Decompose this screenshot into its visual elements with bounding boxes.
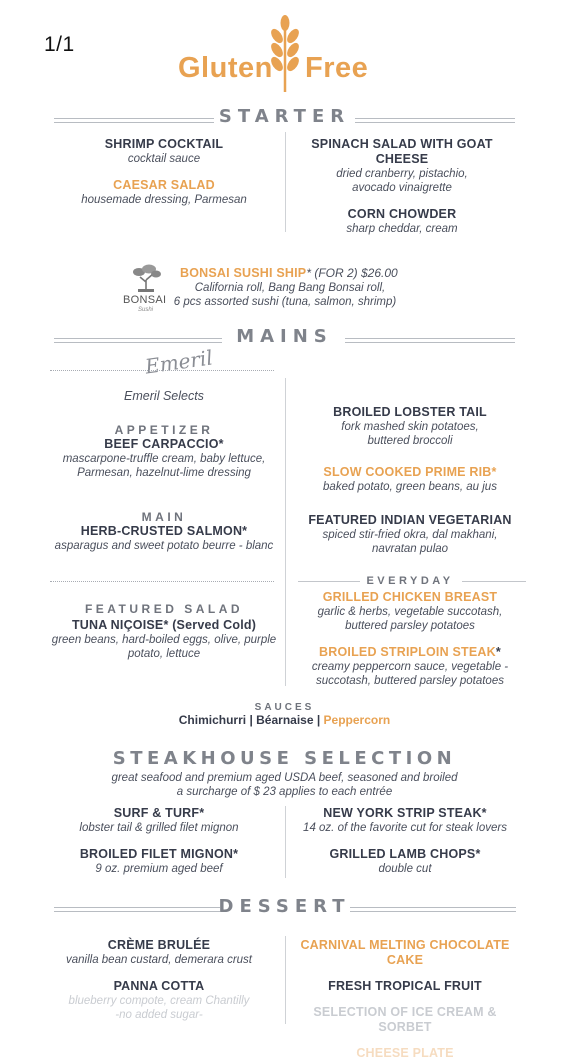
menu-item-name: BROILED LOBSTER TAIL bbox=[333, 405, 487, 419]
menu-item-desc: creamy peppercorn sauce, vegetable - bbox=[311, 661, 509, 673]
menu-item-desc: navratan pulao bbox=[371, 543, 449, 555]
menu-item-name: SURF & TURF* bbox=[113, 806, 205, 820]
emeril-signature: Emeril bbox=[143, 345, 215, 379]
menu-item-star: * bbox=[495, 645, 501, 659]
menu-item-desc: spiced stir-fried okra, dal makhani, bbox=[322, 529, 498, 541]
menu-item-name: TUNA NIÇOISE* (Served Cold) bbox=[71, 618, 257, 632]
everyday-rule-left bbox=[298, 581, 360, 582]
section-rule-right bbox=[355, 118, 515, 123]
subhead-featured-salad: FEATURED SALAD bbox=[84, 602, 244, 616]
menu-item-desc: 9 oz. premium aged beef bbox=[95, 863, 223, 875]
menu-item-desc: sharp cheddar, cream bbox=[346, 223, 458, 235]
sauces-list bbox=[0, 713, 569, 727]
steakhouse-right-column bbox=[285, 806, 525, 876]
logo-word-free: Free bbox=[305, 52, 369, 84]
menu-item-name: HERB-CRUSTED SALMON* bbox=[80, 524, 248, 538]
menu-item-desc: housemade dressing, Parmesan bbox=[81, 194, 247, 206]
menu-item-desc: blueberry compote, cream Chantilly bbox=[68, 995, 250, 1007]
menu-item-name: BONSAI SUSHI SHIP bbox=[180, 266, 307, 280]
sauces-heading: SAUCES bbox=[254, 702, 315, 713]
steakhouse-left-column bbox=[34, 806, 284, 876]
logo-word-gluten: Gluten bbox=[178, 52, 273, 84]
section-rule-right bbox=[345, 338, 515, 343]
menu-item-name: SPINACH SALAD WITH GOAT CHEESE bbox=[311, 137, 493, 166]
menu-item-name: FEATURED INDIAN VEGETARIAN bbox=[308, 513, 512, 527]
section-title-steakhouse: STEAKHOUSE SELECTION bbox=[112, 748, 457, 769]
menu-item-name: CAESAR SALAD bbox=[113, 178, 215, 192]
menu-item-desc: potato, lettuce bbox=[127, 648, 201, 660]
bonsai-brand-sub: Sushi bbox=[138, 307, 154, 313]
menu-item-desc: green beans, hard-boiled eggs, olive, purple bbox=[51, 634, 277, 646]
section-title-starter: STARTER bbox=[218, 106, 351, 127]
menu-item-name: SHRIMP COCKTAIL bbox=[104, 137, 224, 151]
menu-item-desc: mascarpone-truffle cream, baby lettuce, bbox=[62, 453, 266, 465]
menu-item-name: GRILLED CHICKEN BREAST bbox=[322, 590, 498, 604]
starter-right-column bbox=[285, 137, 519, 236]
menu-item-desc: asparagus and sweet potato beurre - blanc bbox=[54, 540, 274, 552]
menu-item-desc: Parmesan, hazelnut-lime dressing bbox=[77, 467, 251, 479]
menu-item-desc: 14 oz. of the favorite cut for steak lovers bbox=[303, 822, 507, 834]
everyday-column bbox=[285, 590, 535, 688]
menu-item-desc: lobster tail & grilled filet mignon bbox=[79, 822, 239, 834]
bonsai-item bbox=[180, 266, 398, 281]
menu-item-desc: buttered broccoli bbox=[367, 435, 453, 447]
bonsai-price: * (FOR 2) $26.00 bbox=[306, 266, 398, 280]
menu-item-desc: dried cranberry, pistachio, bbox=[336, 168, 468, 180]
subhead-main: MAIN bbox=[141, 510, 187, 524]
steakhouse-intro: a surcharge of $ 23 applies to each entrée bbox=[176, 786, 393, 798]
menu-item-name: SLOW COOKED PRIME RIB* bbox=[323, 465, 497, 479]
menu-item-name: CARNIVAL MELTING CHOCOLATE CAKE bbox=[300, 938, 510, 967]
menu-item-name: FRESH TROPICAL FRUIT bbox=[328, 979, 482, 993]
menu-item-name: CRÈME BRULÉE bbox=[107, 938, 211, 952]
dotted-divider bbox=[50, 370, 274, 371]
dessert-right-column bbox=[285, 938, 525, 1061]
mains-left-column bbox=[44, 423, 284, 553]
menu-item-name: NEW YORK STRIP STEAK* bbox=[323, 806, 487, 820]
wheat-icon bbox=[266, 14, 304, 94]
mains-right-column bbox=[285, 405, 535, 556]
sauce-separator: | bbox=[246, 713, 257, 727]
menu-item-desc: garlic & herbs, vegetable succotash, bbox=[317, 606, 503, 618]
section-rule-right bbox=[350, 907, 516, 912]
menu-item-desc: cocktail sauce bbox=[127, 153, 201, 165]
menu-item-desc: vanilla bean custard, demerara crust bbox=[65, 954, 252, 966]
subhead-appetizer: APPETIZER bbox=[114, 423, 214, 437]
menu-item-name: GRILLED LAMB CHOPS* bbox=[329, 847, 481, 861]
menu-item-desc: double cut bbox=[378, 863, 432, 875]
dotted-divider bbox=[50, 581, 274, 582]
menu-item-desc: 6 pcs assorted sushi (tuna, salmon, shrimp) bbox=[173, 296, 397, 308]
menu-item-desc: fork mashed skin potatoes, bbox=[341, 421, 479, 433]
menu-item-name: CORN CHOWDER bbox=[347, 207, 457, 221]
menu-item-desc: buttered parsley potatoes bbox=[345, 620, 475, 632]
menu-item-desc: California roll, Bang Bang Bonsai roll, bbox=[194, 282, 386, 294]
dessert-left-column bbox=[34, 938, 284, 1022]
sauce-separator: | bbox=[313, 713, 324, 727]
menu-item-desc: baked potato, green beans, au jus bbox=[323, 481, 497, 493]
starter-left-column bbox=[44, 137, 284, 207]
menu-item-name: BROILED STRIPLOIN STEAK bbox=[319, 645, 496, 659]
menu-item-desc: -no added sugar- bbox=[115, 1009, 203, 1021]
subhead-everyday: EVERYDAY bbox=[366, 575, 454, 587]
bonsai-tree-icon bbox=[128, 262, 164, 292]
menu-item-name: SELECTION OF ICE CREAM & SORBET bbox=[313, 1005, 497, 1034]
featured-salad-column bbox=[44, 602, 284, 661]
sauce-item: Chimichurri bbox=[178, 713, 247, 727]
menu-item-name: PANNA COTTA bbox=[113, 979, 205, 993]
menu-item-name: CHEESE PLATE bbox=[356, 1046, 454, 1060]
section-title-dessert: DESSERT bbox=[218, 896, 351, 917]
section-title-mains: MAINS bbox=[236, 326, 333, 347]
everyday-rule-right bbox=[462, 581, 526, 582]
emeril-selects: Emeril Selects bbox=[124, 389, 204, 403]
sauce-item: Béarnaise bbox=[256, 713, 314, 727]
menu-item-name-row bbox=[285, 645, 535, 660]
menu-item-desc: avocado vinaigrette bbox=[352, 182, 452, 194]
sauce-item: Peppercorn bbox=[323, 713, 391, 727]
steakhouse-intro: great seafood and premium aged USDA beef, seasoned and broiled bbox=[111, 772, 458, 784]
menu-item-name: BEEF CARPACCIO* bbox=[104, 437, 224, 451]
menu-item-name: BROILED FILET MIGNON* bbox=[79, 847, 239, 861]
menu-item-desc: succotash, buttered parsley potatoes bbox=[316, 675, 504, 687]
bonsai-brand: BONSAI bbox=[123, 294, 167, 306]
page-indicator: 1/1 bbox=[44, 33, 75, 56]
